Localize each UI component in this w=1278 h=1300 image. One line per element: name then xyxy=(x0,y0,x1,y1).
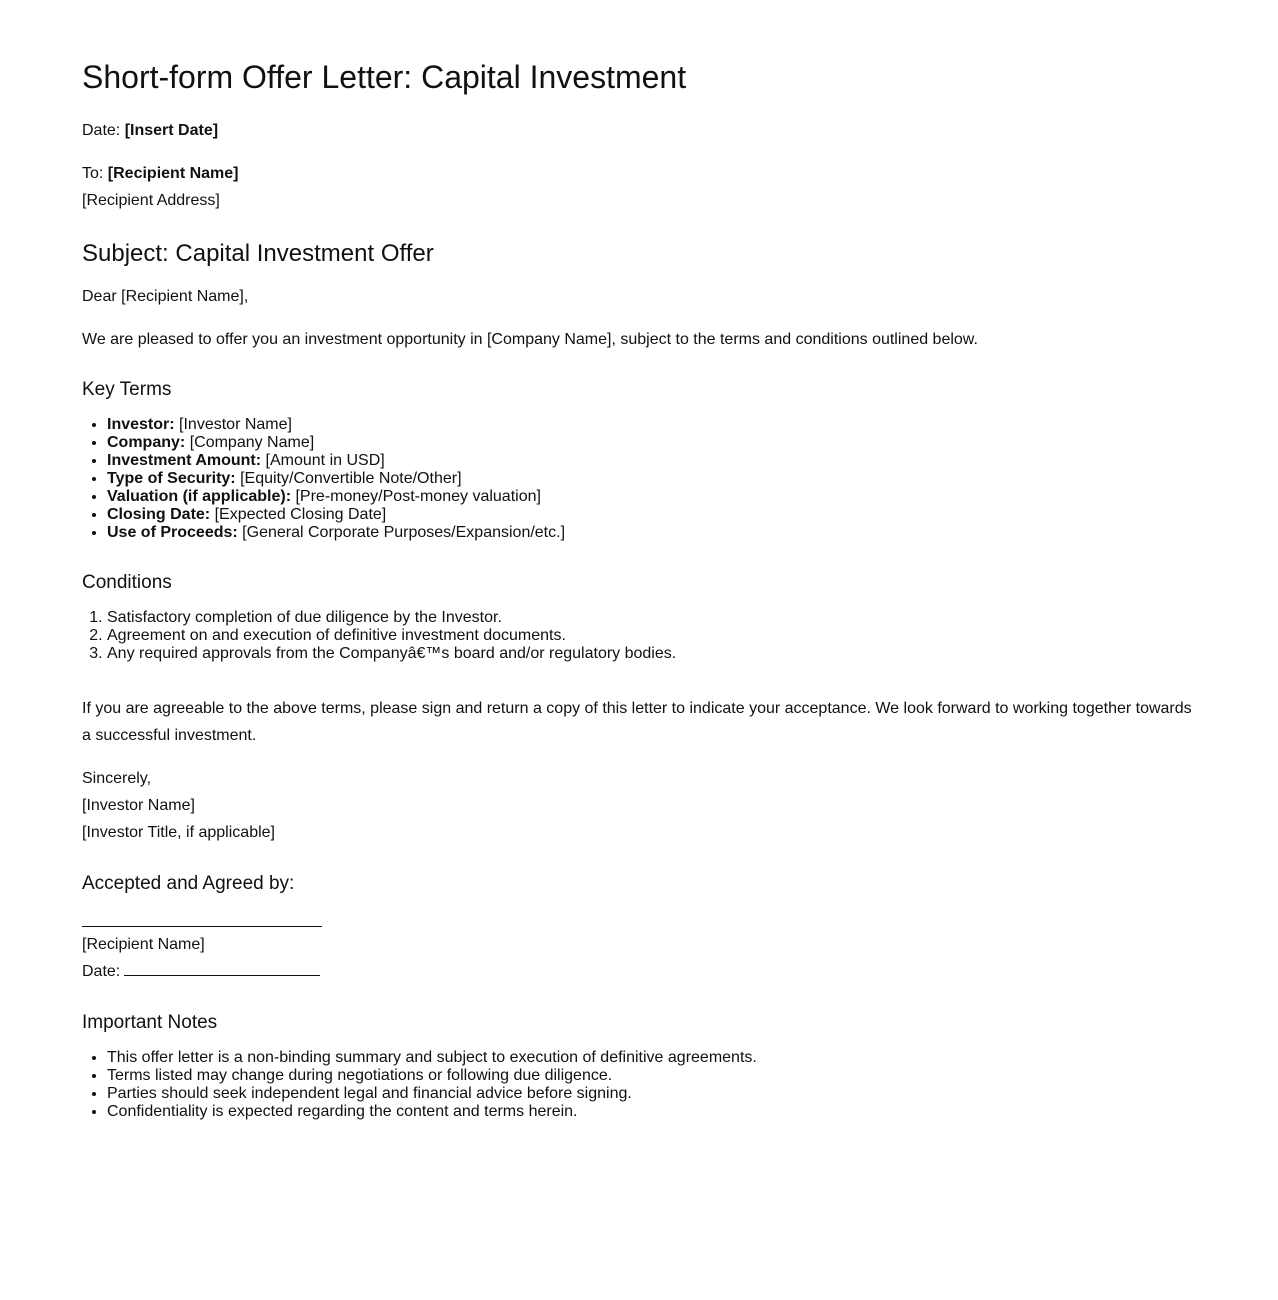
recipient-line xyxy=(82,160,1196,187)
signoff-closing: Sincerely, xyxy=(82,770,152,787)
key-term-item: • Investment Amount: [Amount in USD] xyxy=(107,452,1196,470)
notes-heading: Important Notes xyxy=(82,1012,218,1033)
condition-item: 1. Satisfactory completion of due diligence by the Investor. xyxy=(107,609,1196,627)
to-label: To: xyxy=(82,165,104,182)
signature-line[interactable] xyxy=(82,902,322,927)
subject-heading: Subject: Capital Investment Offer xyxy=(82,240,434,267)
condition-item: 3. Any required approvals from the Companyâ€™s board and/or regulatory bodies. xyxy=(107,645,1196,663)
intro-paragraph: We are pleased to offer you an investment opportunity in [Company Name], subject to the terms and conditions outlined below. xyxy=(82,331,978,348)
note-item: • Terms listed may change during negotiations or following due diligence. xyxy=(107,1067,1196,1085)
acceptance-name: [Recipient Name] xyxy=(82,936,205,953)
acceptance-block xyxy=(82,902,1196,985)
acceptance-heading: Accepted and Agreed by: xyxy=(82,873,295,894)
key-terms-list xyxy=(82,416,1196,542)
date-line xyxy=(82,117,1196,144)
closing-paragraph: If you are agreeable to the above terms, please sign and return a copy of this letter to indicate your acceptance. We look forward to working together towards a successful investment. xyxy=(82,700,1192,744)
recipient-address: [Recipient Address] xyxy=(82,192,220,209)
key-term-item: • Use of Proceeds: [General Corporate Purposes/Expansion/etc.] xyxy=(107,524,1196,542)
date-value: [Insert Date] xyxy=(124,122,219,139)
note-item: • This offer letter is a non-binding summary and subject to execution of definitive agreements. xyxy=(107,1049,1196,1067)
note-item: • Confidentiality is expected regarding the content and terms herein. xyxy=(107,1103,1196,1121)
note-item: • Parties should seek independent legal and financial advice before signing. xyxy=(107,1085,1196,1103)
key-term-item: • Valuation (if applicable): [Pre-money/Post-money valuation] xyxy=(107,488,1196,506)
key-term-item: • Type of Security: [Equity/Convertible Note/Other] xyxy=(107,470,1196,488)
notes-list xyxy=(82,1049,1196,1121)
key-term-item: • Investor: [Investor Name] xyxy=(107,416,1196,434)
signoff-block xyxy=(82,765,1196,846)
key-term-item: • Company: [Company Name] xyxy=(107,434,1196,452)
acceptance-date-blank[interactable] xyxy=(124,961,320,976)
condition-item: 2. Agreement on and execution of definitive investment documents. xyxy=(107,627,1196,645)
key-term-item: • Closing Date: [Expected Closing Date] xyxy=(107,506,1196,524)
signoff-name: [Investor Name] xyxy=(82,797,195,814)
recipient-block xyxy=(82,160,1196,214)
salutation: Dear [Recipient Name], xyxy=(82,288,249,305)
conditions-list xyxy=(82,609,1196,663)
date-label: Date: xyxy=(82,122,121,139)
key-terms-heading: Key Terms xyxy=(82,379,172,400)
conditions-heading: Conditions xyxy=(82,572,172,593)
acceptance-date-label: Date: xyxy=(82,963,121,980)
acceptance-date-line xyxy=(82,958,1196,985)
recipient-name: [Recipient Name] xyxy=(107,165,239,182)
signoff-title: [Investor Title, if applicable] xyxy=(82,824,275,841)
page-title: Short-form Offer Letter: Capital Investment xyxy=(82,59,687,95)
